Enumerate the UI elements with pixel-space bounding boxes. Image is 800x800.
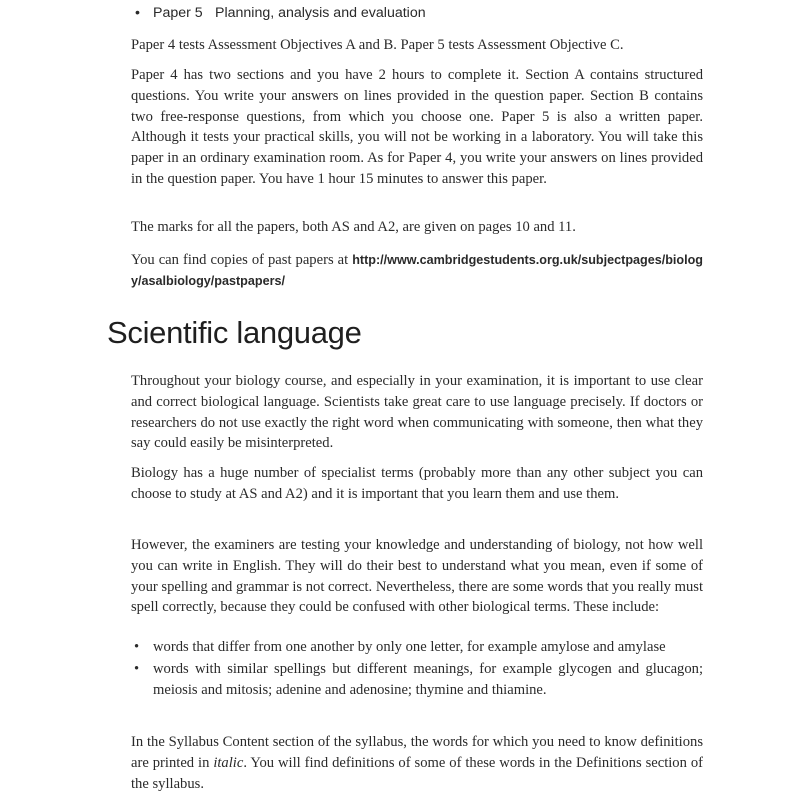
spelling-examples-list (131, 637, 703, 701)
paper-code: Paper 5 (153, 5, 203, 21)
past-papers-link[interactable]: http://www.cambridgestudents.org.uk/subjectpages/biology/asalbiology/pastpapers/ (131, 253, 703, 288)
bullet-icon: • (135, 5, 140, 21)
bullet-icon: • (134, 639, 140, 655)
paragraph-definitions (131, 732, 703, 794)
paragraph-paper4-description: Paper 4 has two sections and you have 2 hours to complete it. Section A contains structured questions. You write your answers on lines provided in the question paper. Section B contains two free-response questions, from which you choose one. Paper 5 is also a written paper. Although it tests your practical skills, you will not be working in a laboratory. You will take this paper in an ordinary examination room. As for Paper 4, you write your answers on lines provided in the question paper. You have 1 hour 15 minutes to answer this paper. (131, 67, 703, 187)
paragraph-examiners: However, the examiners are testing your knowledge and understanding of biology, not how well you can write in English. They will do their best to understand what you mean, even if some of your spelling and grammar is not correct. Nevertheless, there are some words that you really must spell correctly, because they could be confused with other biological terms. These include: (131, 537, 703, 616)
list-item-text: words that differ from one another by only one letter, for example amylose and amylase (153, 639, 666, 655)
paragraph-marks-info: The marks for all the papers, both AS and A2, are given on pages 10 and 11. (131, 219, 576, 235)
paragraph-specialist-terms: Biology has a huge number of specialist terms (probably more than any other subject you can choose to study at AS and A2) and it is important that you learn them and use them. (131, 465, 703, 502)
list-item-text: words with similar spellings but different meanings, for example glycogen and glucagon; meiosis and mitosis; adenine and adenosine; thymine and thiamine. (153, 660, 703, 698)
past-papers-text: You can find copies of past papers at (131, 252, 353, 268)
section-heading: Scientific language (107, 315, 362, 350)
paragraph-scientific-language-intro: Throughout your biology course, and especially in your examination, it is important to use clear and correct biological language. Scientists take great care to use language precisely. If doctors or researchers do not use exactly the right word when communicating with someone, then what they say could easily be misinterpreted. (131, 373, 703, 452)
paragraph-assessment-objectives: Paper 4 tests Assessment Objectives A and B. Paper 5 tests Assessment Objective C. (131, 37, 624, 53)
list-item (131, 659, 703, 701)
paragraph-past-papers (131, 250, 703, 292)
definitions-text-after: . You will find definitions of some of these words in the Definitions section of the syllabus. (131, 754, 703, 792)
italic-word: italic (213, 754, 244, 771)
bullet-icon: • (134, 660, 140, 677)
list-item (131, 637, 703, 658)
paper-title: Planning, analysis and evaluation (215, 5, 426, 21)
definitions-text-before: In the Syllabus Content section of the syllabus, the words for which you need to know definitions are printed in (131, 734, 703, 771)
